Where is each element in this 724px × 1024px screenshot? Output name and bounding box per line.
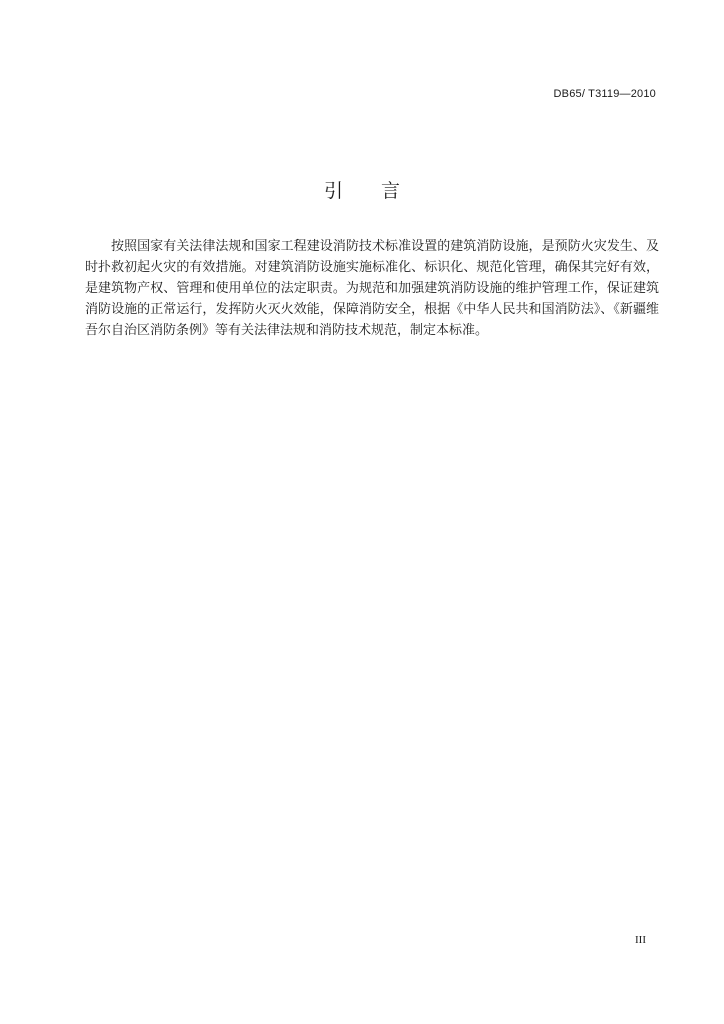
page-number: III: [635, 934, 646, 946]
section-title: 引言: [323, 180, 438, 202]
introduction-paragraph: 按照国家有关法律法规和国家工程建设消防技术标准设置的建筑消防设施，是预防火灾发生、及时扑救初起火灾的有效措施。对建筑消防设施实施标准化、标识化、规范化管理，确保其完好有效，是建筑物产权、管理和使用单位的法定职责。为规范和加强建筑消防设施的维护管理工作，保证建筑消防设施的正常运行，发挥防火灭火效能，保障消防安全，根据《中华人民共和国消防法》、《新疆维吾尔自治区消防条例》等有关法律法规和消防技术规范，制定本标准。: [85, 239, 659, 338]
standard-code-header: DB65/ T3119—2010: [553, 88, 656, 100]
